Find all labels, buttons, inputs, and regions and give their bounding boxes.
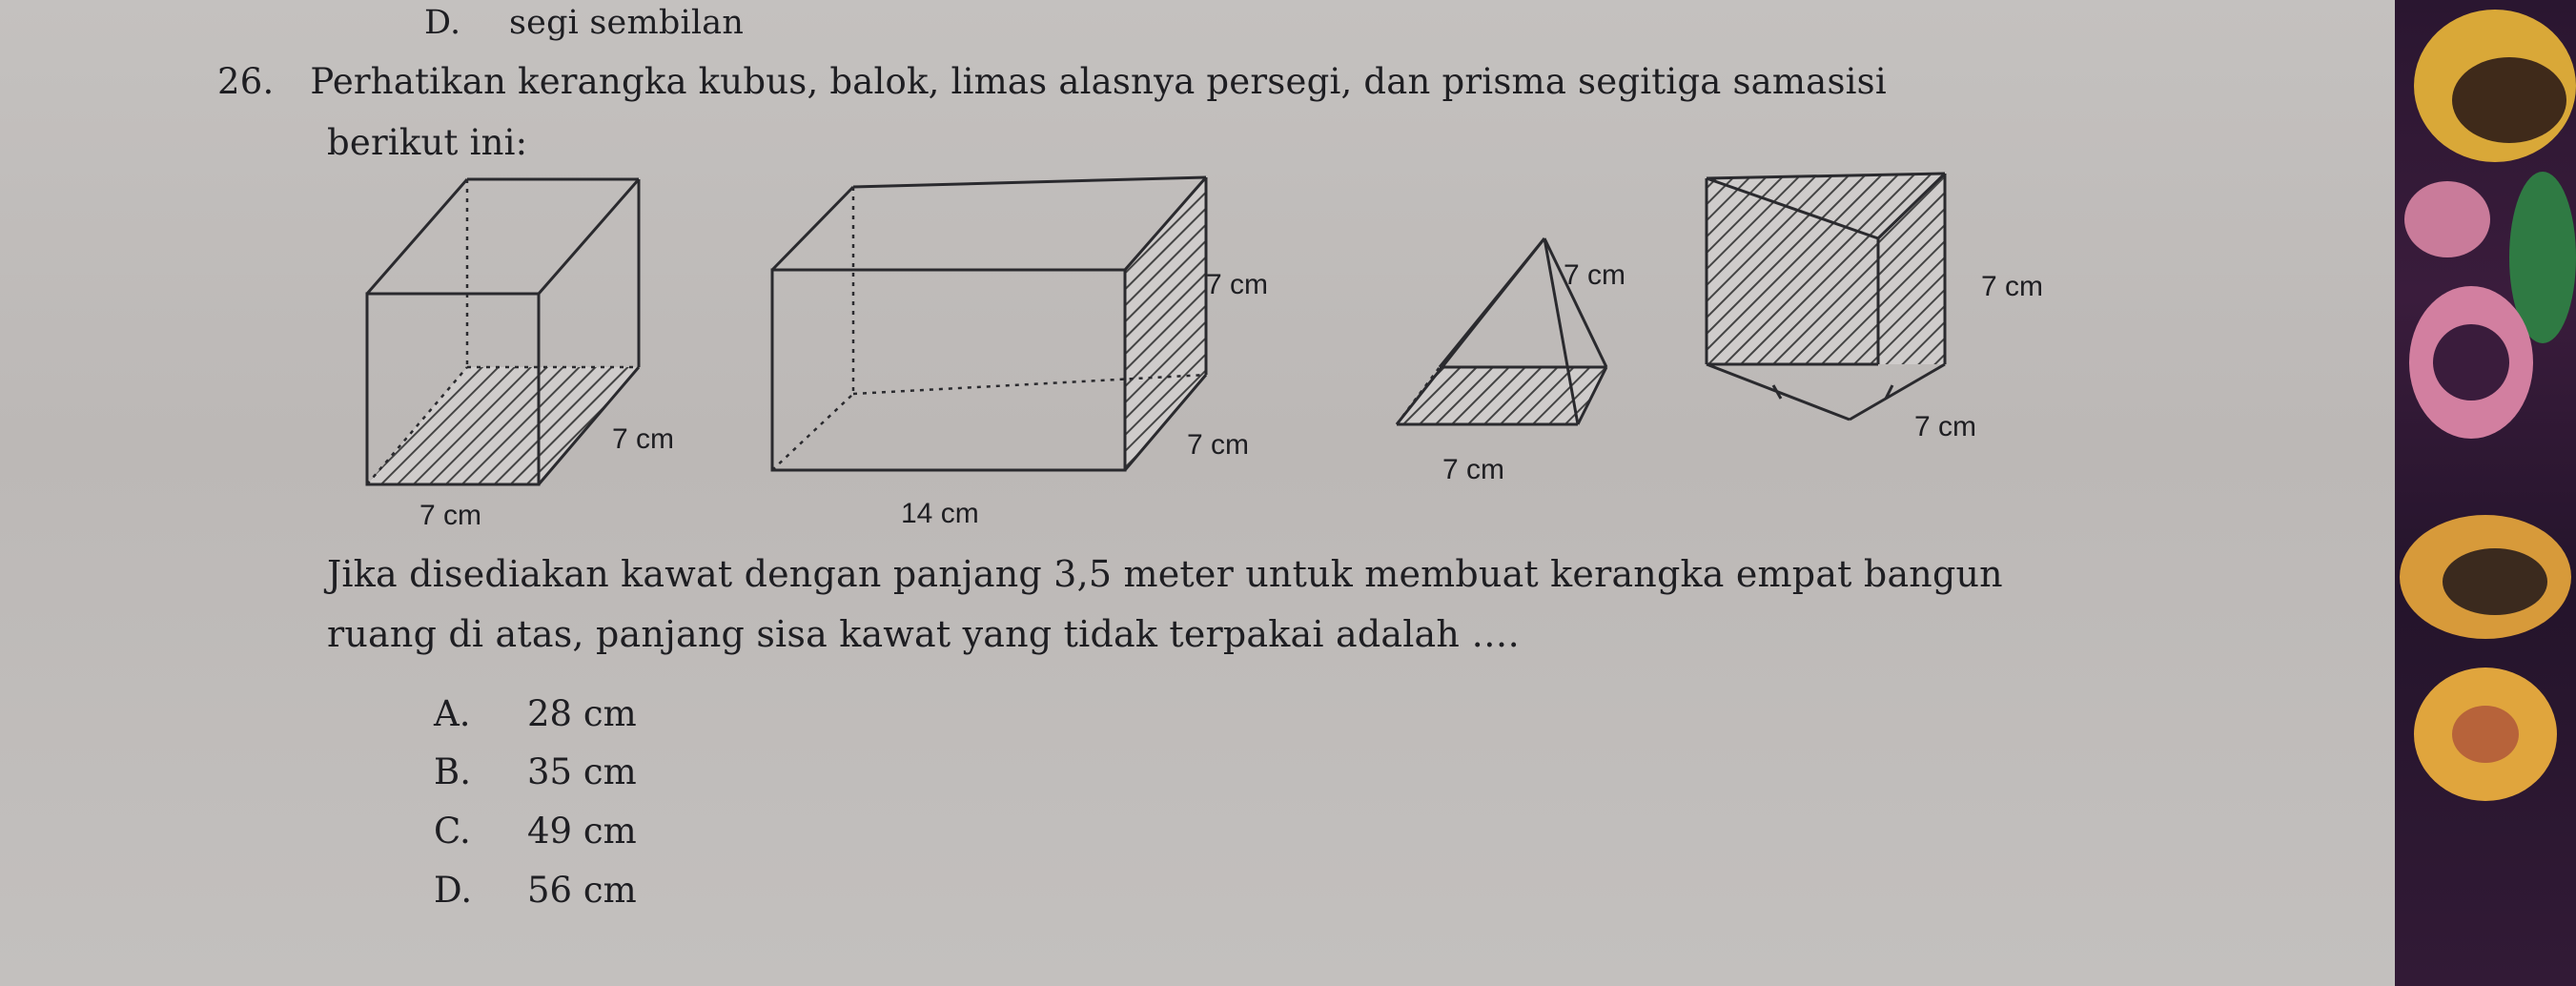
cuboid-figure <box>758 170 1292 542</box>
option-b-letter: B. <box>434 751 471 792</box>
option-b[interactable] <box>434 751 637 792</box>
cube-edge-bottom-label: 7 cm <box>419 500 482 531</box>
prism-base-label: 7 cm <box>1914 411 1977 442</box>
option-a-text: 28 cm <box>527 693 637 734</box>
prism-height-label: 7 cm <box>1981 271 2044 302</box>
option-b-text: 35 cm <box>527 751 637 792</box>
previous-option-letter: D. <box>424 4 461 42</box>
batik-fabric-edge <box>2395 0 2576 986</box>
option-d-letter: D. <box>434 870 473 911</box>
question-number: 26. <box>217 61 275 102</box>
cuboid-height-label: 7 cm <box>1206 269 1269 300</box>
previous-option <box>424 4 744 42</box>
option-c-letter: C. <box>434 811 471 852</box>
cube-figure <box>353 172 675 534</box>
option-c-text: 49 cm <box>527 811 637 852</box>
previous-option-text: segi sembilan <box>509 4 745 42</box>
question-line-3: Jika disediakan kawat dengan panjang 3,5 meter untuk membuat kerangka empat bangun <box>327 553 2003 595</box>
option-a[interactable] <box>434 693 637 734</box>
option-d[interactable] <box>434 870 637 911</box>
cube-edge-right-label: 7 cm <box>612 423 675 455</box>
pyramid-slant-label: 7 cm <box>1564 259 1626 291</box>
option-a-letter: A. <box>434 693 471 734</box>
question-line-2: berikut ini: <box>327 122 528 163</box>
question-line-1 <box>217 61 1887 102</box>
cuboid-length-label: 14 cm <box>901 498 979 529</box>
question-text-1: Perhatikan kerangka kubus, balok, limas alasnya persegi, dan prisma segitiga samasisi <box>310 61 1887 102</box>
option-d-text: 56 cm <box>527 870 637 911</box>
question-line-4: ruang di atas, panjang sisa kawat yang tidak terpakai adalah …. <box>327 613 1520 655</box>
prism-figure <box>1697 164 2116 450</box>
pyramid-figure <box>1387 229 1673 496</box>
option-c[interactable] <box>434 811 637 852</box>
pyramid-base-label: 7 cm <box>1442 454 1505 485</box>
cuboid-depth-label: 7 cm <box>1187 429 1250 461</box>
